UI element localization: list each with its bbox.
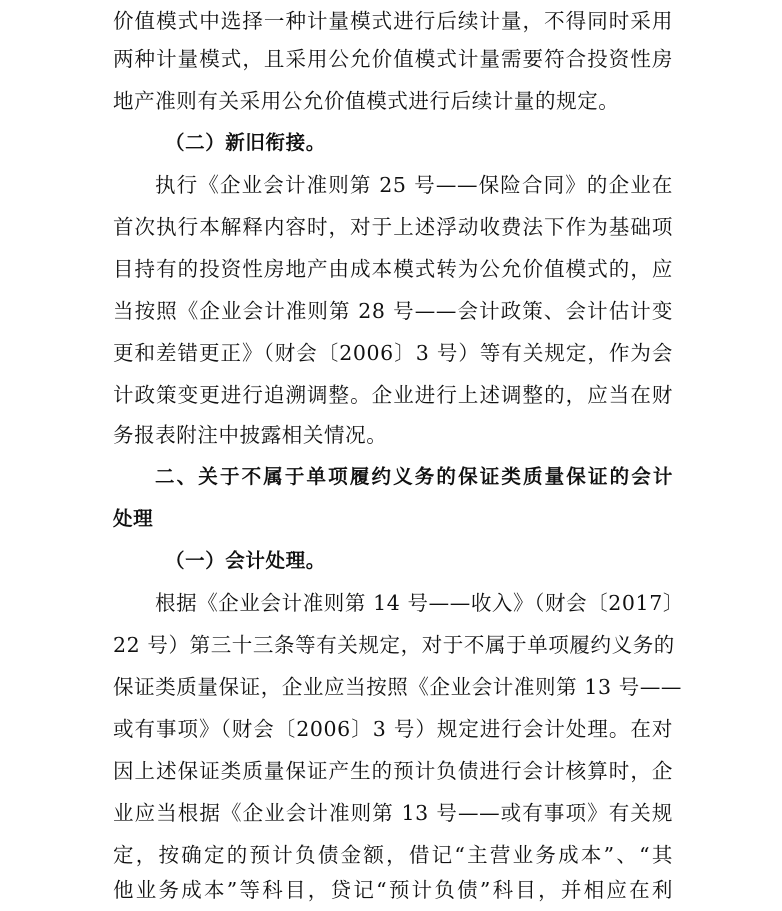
section-heading: 二、关于不属于单项履约义务的保证类质量保证的会计 [155, 465, 673, 488]
body-line: 务报表附注中披露相关情况。 [113, 423, 388, 447]
body-line: 定，按确定的预计负债金额，借记“主营业务成本”、“其 [113, 843, 673, 867]
subsection-heading: （一）会计处理。 [165, 549, 326, 572]
body-line: 两种计量模式，且采用公允价值模式计量需要符合投资性房 [113, 47, 673, 71]
body-line: 首次执行本解释内容时，对于上述浮动收费法下作为基础项 [113, 215, 673, 239]
body-line: 当按照《企业会计准则第 28 号——会计政策、会计估计变 [113, 299, 673, 323]
body-line: 他业务成本”等科目，贷记“预计负债”科目，并相应在利 [113, 878, 673, 902]
body-line: 计政策变更进行追溯调整。企业进行上述调整的，应当在财 [113, 383, 673, 407]
body-line: 价值模式中选择一种计量模式进行后续计量，不得同时采用 [113, 9, 673, 33]
body-line: 根据《企业会计准则第 14 号——收入》（财会〔2017〕 [155, 591, 684, 615]
body-line: 因上述保证类质量保证产生的预计负债进行会计核算时，企 [113, 759, 673, 783]
subsection-heading: （二）新旧衔接。 [165, 131, 326, 154]
body-line: 22 号）第三十三条等有关规定，对于不属于单项履约义务的 [113, 633, 675, 657]
section-heading-continued: 处理 [113, 507, 154, 530]
body-line: 业应当根据《企业会计准则第 13 号——或有事项》有关规 [113, 801, 673, 825]
body-line: 保证类质量保证，企业应当按照《企业会计准则第 13 号—— [113, 675, 683, 699]
body-line: 目持有的投资性房地产由成本模式转为公允价值模式的，应 [113, 257, 673, 281]
body-line: 或有事项》（财会〔2006〕3 号）规定进行会计处理。在对 [113, 717, 673, 741]
body-line: 地产准则有关采用公允价值模式进行后续计量的规定。 [113, 89, 620, 113]
body-line: 执行《企业会计准则第 25 号——保险合同》的企业在 [155, 173, 673, 197]
body-line: 更和差错更正》（财会〔2006〕3 号）等有关规定，作为会 [113, 341, 673, 365]
